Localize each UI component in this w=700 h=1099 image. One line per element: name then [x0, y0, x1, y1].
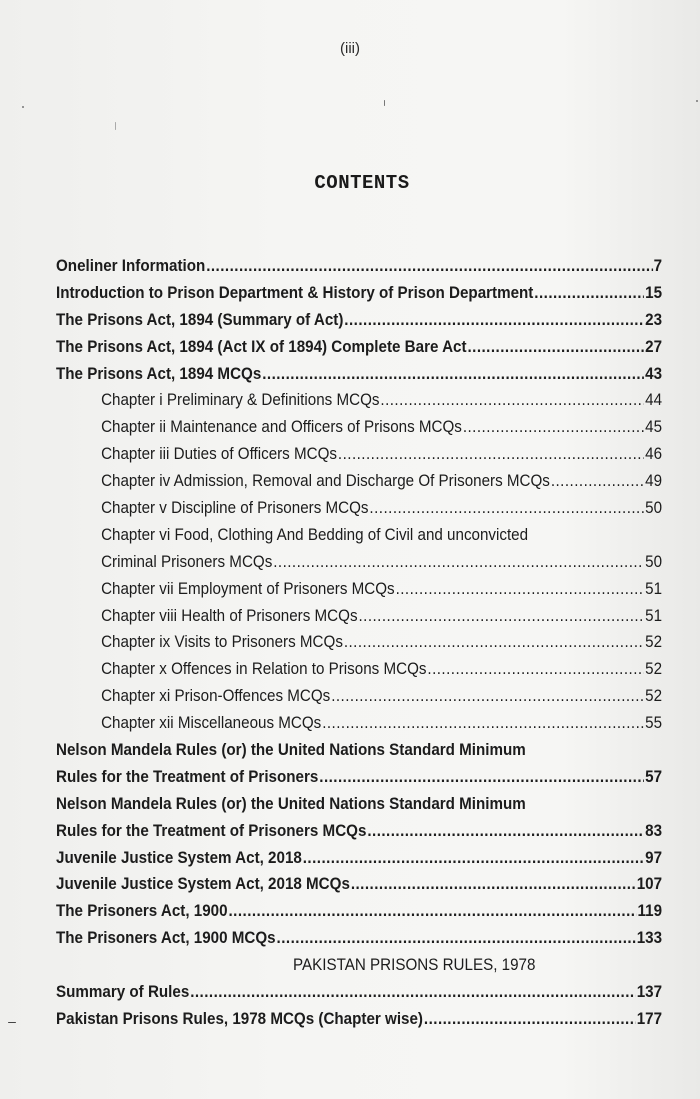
leader-dots	[331, 683, 644, 710]
toc-entry-page: 52	[645, 660, 663, 679]
toc-subentry[interactable]	[56, 656, 662, 683]
leader-dots	[427, 656, 644, 683]
toc-subentry[interactable]	[56, 603, 662, 630]
toc-entry-page: 46	[645, 445, 663, 464]
toc-entry-label: Rules for the Treatment of Prisoners MCQs	[56, 821, 367, 840]
leader-dots	[206, 253, 652, 280]
toc-entry[interactable]	[56, 818, 662, 845]
leader-dots	[351, 871, 636, 898]
toc-entry[interactable]	[56, 871, 662, 898]
toc-entry-page: 133	[636, 929, 663, 948]
toc-entry[interactable]	[56, 925, 662, 952]
section-heading-label: PAKISTAN PRISONS RULES, 1978	[293, 956, 536, 975]
toc-entry-page: 43	[645, 364, 663, 383]
toc-entry-label: Criminal Prisoners MCQs	[101, 552, 273, 571]
leader-dots	[319, 764, 644, 791]
leader-dots	[534, 280, 644, 307]
toc-entry[interactable]	[56, 845, 662, 872]
toc-entry-page: 83	[645, 821, 663, 840]
toc-entry-label: Chapter i Preliminary & Definitions MCQs	[101, 391, 380, 410]
toc-entry-label: Chapter ii Maintenance and Officers of Prisons MCQs	[101, 418, 462, 437]
toc-subentry[interactable]	[56, 414, 662, 441]
toc-entry-page: 57	[645, 767, 663, 786]
leader-dots	[380, 387, 644, 414]
toc-entry-label: The Prisons Act, 1894 (Act IX of 1894) Complete Bare Act	[56, 337, 467, 356]
toc-entry-label: Nelson Mandela Rules (or) the United Nations Standard Minimum	[56, 741, 526, 760]
toc-entry-page: 52	[645, 687, 663, 706]
toc-entry-page: 137	[636, 983, 663, 1002]
toc-entry-page: 177	[636, 1009, 663, 1028]
toc-entry-label: Rules for the Treatment of Prisoners	[56, 767, 319, 786]
toc-entry-page: 51	[645, 606, 663, 625]
toc-entry-page: 119	[637, 902, 663, 921]
toc-entry-label: Juvenile Justice System Act, 2018 MCQs	[56, 875, 350, 894]
leader-dots	[303, 845, 644, 872]
toc-entry-label: The Prisons Act, 1894 (Summary of Act)	[56, 310, 344, 329]
toc-entry[interactable]	[56, 361, 662, 388]
leader-dots	[273, 549, 644, 576]
toc-entry[interactable]	[56, 334, 662, 361]
toc-entry-page: 44	[645, 391, 663, 410]
toc-subentry[interactable]	[56, 387, 662, 414]
toc-entry-page: 52	[645, 633, 663, 652]
toc-entry-label: The Prisons Act, 1894 MCQs	[56, 364, 262, 383]
section-heading	[56, 952, 700, 979]
toc-subentry[interactable]	[56, 710, 662, 737]
toc-entry-label: Chapter x Offences in Relation to Prisons MCQs	[101, 660, 427, 679]
toc-entry-page: 51	[645, 579, 663, 598]
leader-dots	[367, 818, 644, 845]
scan-speck	[696, 100, 698, 102]
toc-entry[interactable]	[56, 979, 662, 1006]
scan-speck	[8, 1022, 16, 1023]
toc-entry-page: 49	[645, 472, 663, 491]
scan-speck	[115, 122, 116, 130]
page-title: CONTENTS	[314, 172, 410, 194]
page-number: (iii)	[340, 40, 360, 57]
toc-entry-label: Chapter iii Duties of Officers MCQs	[101, 445, 338, 464]
leader-dots	[396, 576, 645, 603]
leader-dots	[228, 898, 636, 925]
leader-dots	[424, 1006, 636, 1033]
toc-entry-label: Summary of Rules	[56, 983, 190, 1002]
toc-entry-label: Chapter vii Employment of Prisoners MCQs	[101, 579, 395, 598]
toc-entry-label: Chapter xii Miscellaneous MCQs	[101, 714, 322, 733]
toc-entry-page: 15	[645, 283, 663, 302]
toc-entry-page: 27	[645, 337, 663, 356]
toc-entry-page: 45	[645, 418, 663, 437]
leader-dots	[551, 468, 644, 495]
toc-entry-label: Introduction to Prison Department & History of Prison Department	[56, 283, 534, 302]
toc-entry[interactable]	[56, 737, 662, 764]
toc-entry-label: Chapter vi Food, Clothing And Bedding of Civil and unconvicted	[101, 525, 529, 544]
leader-dots	[463, 414, 644, 441]
toc-subentry[interactable]	[56, 441, 662, 468]
toc-entry-page: 55	[645, 714, 663, 733]
toc-entry-page: 50	[645, 499, 663, 518]
toc-entry-label: Juvenile Justice System Act, 2018	[56, 848, 302, 867]
toc-entry[interactable]	[56, 280, 662, 307]
leader-dots	[190, 979, 636, 1006]
leader-dots	[338, 441, 644, 468]
toc-entry[interactable]	[56, 307, 662, 334]
toc-entry-label: Nelson Mandela Rules (or) the United Nations Standard Minimum	[56, 794, 526, 813]
leader-dots	[344, 307, 644, 334]
scan-speck	[22, 106, 24, 108]
leader-dots	[344, 629, 644, 656]
leader-dots	[262, 361, 644, 388]
toc-entry-page: 107	[636, 875, 663, 894]
toc-subentry[interactable]	[56, 576, 662, 603]
toc-entry-page: 23	[645, 310, 663, 329]
toc-entry[interactable]	[56, 764, 662, 791]
toc-entry-label: Chapter v Discipline of Prisoners MCQs	[101, 499, 369, 518]
leader-dots	[358, 603, 644, 630]
toc-entry-page: 7	[653, 257, 663, 275]
toc-entry-page: 50	[645, 552, 663, 571]
toc-entry-label: Chapter iv Admission, Removal and Discharge Of Prisoners MCQs	[101, 472, 550, 491]
table-of-contents	[56, 253, 662, 1033]
toc-entry[interactable]	[56, 1006, 662, 1033]
leader-dots	[277, 925, 636, 952]
toc-subentry[interactable]	[56, 495, 662, 522]
toc-entry-label: The Prisoners Act, 1900	[56, 902, 228, 921]
toc-entry-page: 97	[645, 848, 663, 867]
toc-subentry[interactable]	[56, 683, 662, 710]
toc-subentry[interactable]	[56, 522, 662, 549]
toc-entry-label: Chapter viii Health of Prisoners MCQs	[101, 606, 358, 625]
toc-subentry[interactable]	[56, 468, 662, 495]
toc-entry[interactable]	[56, 791, 662, 818]
leader-dots	[369, 495, 644, 522]
toc-subentry[interactable]	[56, 629, 662, 656]
leader-dots	[467, 334, 644, 361]
toc-entry-label: Chapter xi Prison-Offences MCQs	[101, 687, 331, 706]
toc-entry[interactable]	[56, 253, 662, 280]
toc-entry-label: Oneliner Information	[56, 257, 206, 275]
toc-entry-label: Chapter ix Visits to Prisoners MCQs	[101, 633, 343, 652]
toc-subentry[interactable]	[56, 549, 662, 576]
toc-entry-label: The Prisoners Act, 1900 MCQs	[56, 929, 276, 948]
toc-entry[interactable]	[56, 898, 662, 925]
scan-speck	[384, 100, 385, 106]
leader-dots	[322, 710, 644, 737]
toc-entry-label: Pakistan Prisons Rules, 1978 MCQs (Chapter wise)	[56, 1009, 423, 1028]
